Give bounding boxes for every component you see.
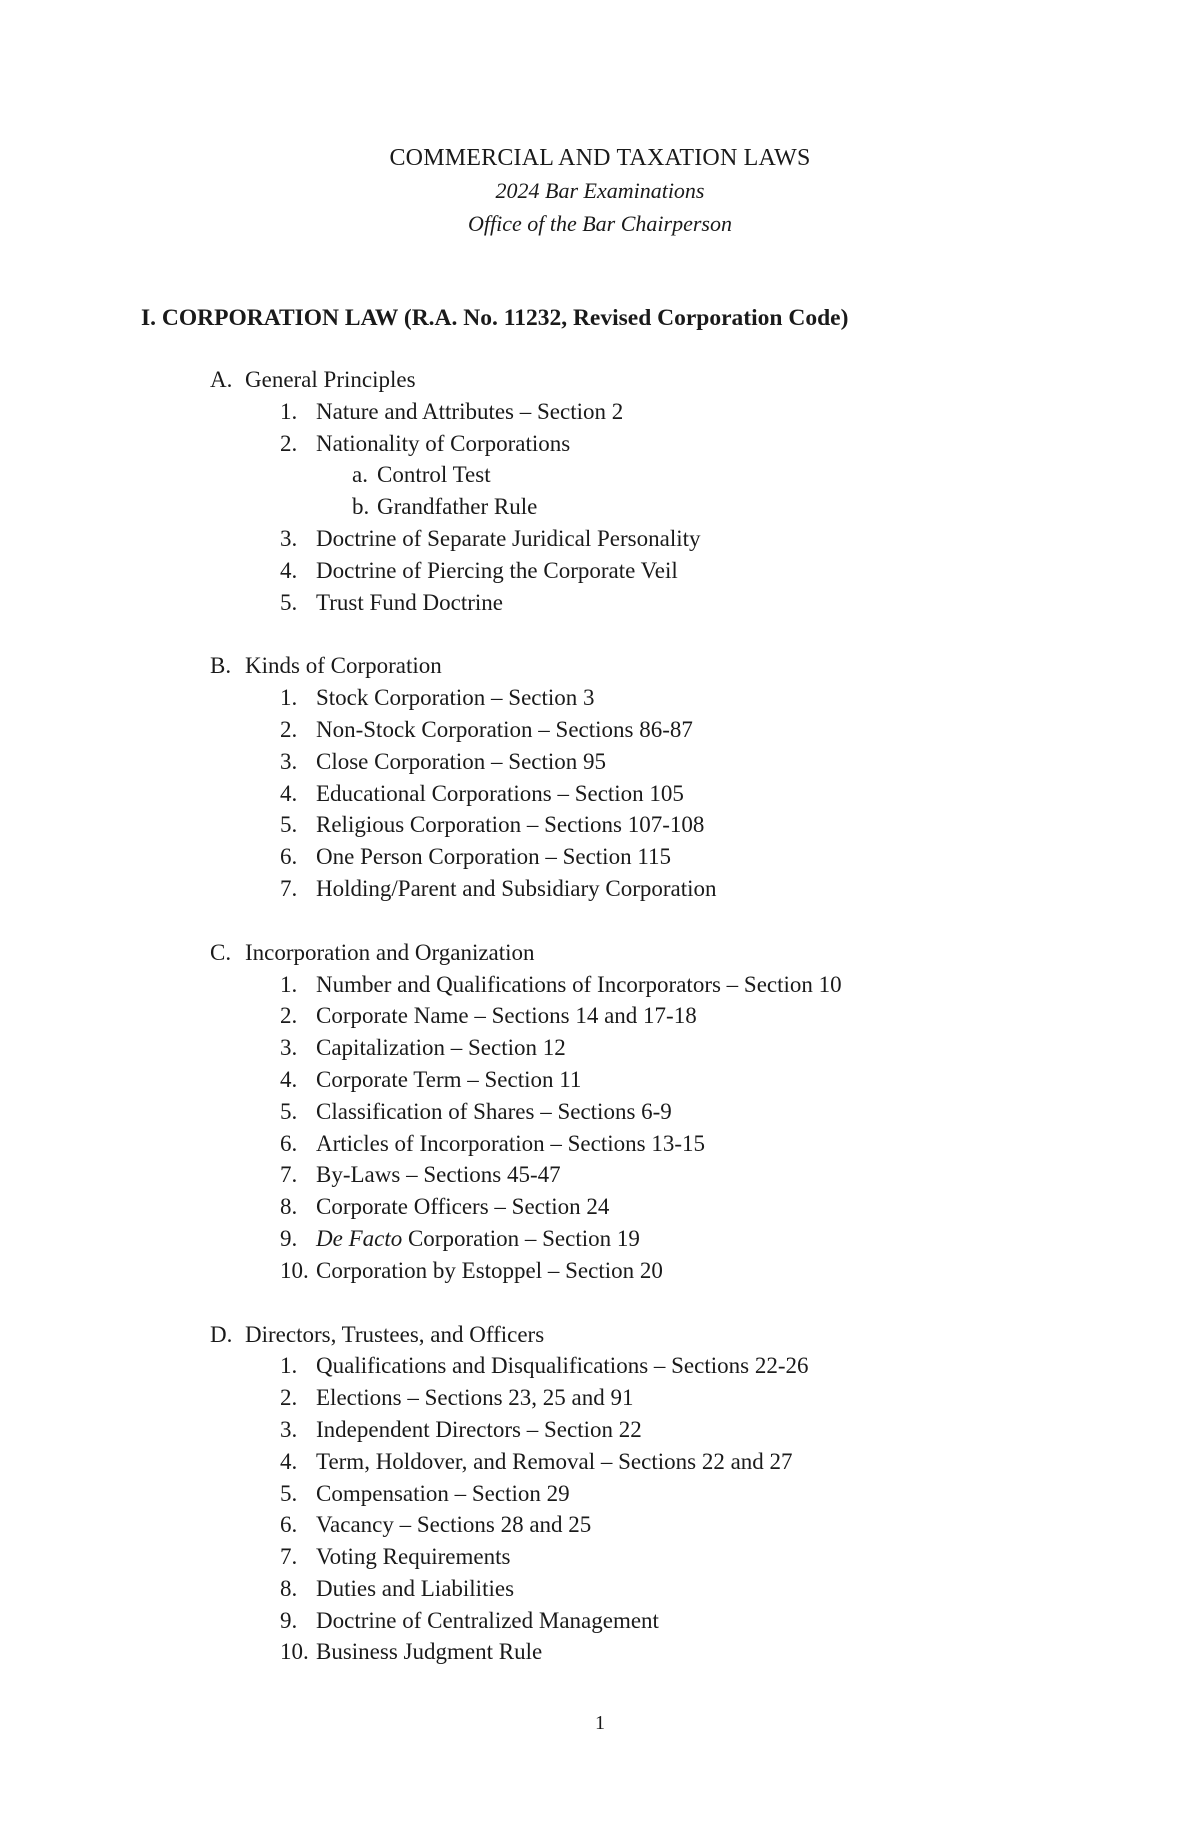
list-item [0,428,1200,460]
item-number: 8. [280,1575,298,1601]
list-item [0,1032,1200,1064]
list-item [0,1414,1200,1446]
item-text: Stock Corporation – Section 3 [316,685,595,711]
list-item [0,1096,1200,1128]
section-letter: B. [210,653,232,679]
item-number: 6. [280,1130,298,1156]
part-heading: I. CORPORATION LAW (R.A. No. 11232, Revised Corporation Code) [141,305,849,331]
list-item [0,1636,1200,1668]
list-item [0,523,1200,555]
list-item [0,873,1200,905]
item-text [316,1223,640,1255]
item-number: 2. [280,430,298,456]
item-number: 3. [280,1416,298,1442]
list-item [0,1509,1200,1541]
item-number: 3. [280,748,298,774]
section-spacer [0,1287,1200,1319]
item-text: Independent Directors – Section 22 [316,1416,642,1442]
item-text: One Person Corporation – Section 115 [316,844,671,870]
list-item [0,746,1200,778]
item-number: 1. [280,398,298,424]
item-number: 4. [280,780,298,806]
item-number: 5. [280,812,298,838]
section-letter: C. [210,939,232,965]
list-item [0,714,1200,746]
item-text: Articles of Incorporation – Sections 13-15 [316,1130,705,1156]
item-number: 4. [280,1448,298,1474]
list-item [0,1255,1200,1287]
page-number: 1 [595,1712,605,1734]
list-item [0,1159,1200,1191]
item-number: 3. [280,1035,298,1061]
list-item [0,1478,1200,1510]
item-text: Elections – Sections 23, 25 and 91 [316,1385,634,1411]
subitem-text: Grandfather Rule [377,494,538,520]
subitem-letter: a. [352,462,368,488]
item-text: Number and Qualifications of Incorporators – Section 10 [316,971,842,997]
section-heading [0,937,1200,969]
item-text: Business Judgment Rule [316,1639,543,1665]
item-number: 1. [280,685,298,711]
item-number: 6. [280,1512,298,1538]
list-item [0,1064,1200,1096]
document-office: Office of the Bar Chairperson [468,211,732,236]
list-item [0,969,1200,1001]
section-title: Incorporation and Organization [245,939,535,965]
italic-term: De Facto [316,1225,403,1251]
section-letter: D. [210,1321,233,1347]
item-text: Vacancy – Sections 28 and 25 [316,1512,592,1538]
item-number: 7. [280,1544,298,1570]
item-number: 10. [280,1257,309,1283]
list-item [0,809,1200,841]
item-number: 4. [280,557,298,583]
document-subtitle: 2024 Bar Examinations [495,178,705,203]
item-text: Duties and Liabilities [316,1575,515,1601]
sub-list-item [0,459,1200,491]
list-item [0,1128,1200,1160]
item-text: Holding/Parent and Subsidiary Corporation [316,875,717,901]
item-number: 3. [280,525,298,551]
item-text: Term, Holdover, and Removal – Sections 22 and 27 [316,1448,793,1474]
item-number: 1. [280,1353,298,1379]
item-text: Close Corporation – Section 95 [316,748,607,774]
item-number: 1. [280,971,298,997]
item-number: 8. [280,1194,298,1220]
item-number: 2. [280,1003,298,1029]
section-title: General Principles [245,367,416,392]
item-text: Educational Corporations – Section 105 [316,780,684,806]
item-text: Corporate Name – Sections 14 and 17-18 [316,1003,697,1029]
item-text: Corporate Term – Section 11 [316,1066,582,1092]
list-item [0,1350,1200,1382]
item-text: Voting Requirements [316,1544,511,1570]
item-text: Qualifications and Disqualifications – Sections 22-26 [316,1353,809,1379]
item-text: Trust Fund Doctrine [316,589,503,615]
list-item [0,1382,1200,1414]
syllabus-outline [0,364,1200,1668]
section-heading [0,364,1200,396]
item-number: 5. [280,1098,298,1124]
item-text: Classification of Shares – Sections 6-9 [316,1098,672,1124]
section-heading [0,650,1200,682]
subitem-letter: b. [352,494,370,520]
item-number: 9. [280,1225,298,1251]
list-item [0,396,1200,428]
item-text: By-Laws – Sections 45-47 [316,1162,561,1188]
item-text: Doctrine of Separate Juridical Personality [316,525,701,551]
item-number: 9. [280,1607,298,1633]
item-text-rest: Corporation – Section 19 [402,1225,640,1251]
list-item [0,1573,1200,1605]
section-spacer [0,618,1200,650]
document-title: COMMERCIAL AND TAXATION LAWS [389,145,811,171]
list-item [0,1223,1200,1255]
list-item [0,1541,1200,1573]
item-number: 4. [280,1066,298,1092]
section-title: Kinds of Corporation [245,653,442,679]
item-text: Corporation by Estoppel – Section 20 [316,1257,663,1283]
subitem-text: Control Test [377,462,491,488]
item-number: 2. [280,716,298,742]
item-text: Nature and Attributes – Section 2 [316,398,624,424]
document-header [0,142,1200,240]
item-number: 10. [280,1639,309,1665]
item-number: 7. [280,875,298,901]
list-item [0,778,1200,810]
item-text: Capitalization – Section 12 [316,1035,566,1061]
item-number: 2. [280,1385,298,1411]
item-number: 5. [280,589,298,615]
section-heading [0,1319,1200,1351]
list-item [0,682,1200,714]
item-text: Corporate Officers – Section 24 [316,1194,610,1220]
list-item [0,1605,1200,1637]
item-text: Non-Stock Corporation – Sections 86-87 [316,716,693,742]
item-text: Doctrine of Piercing the Corporate Veil [316,557,678,583]
sub-list-item [0,491,1200,523]
list-item [0,1000,1200,1032]
list-item [0,841,1200,873]
item-text: Doctrine of Centralized Management [316,1607,659,1633]
item-text: Religious Corporation – Sections 107-108 [316,812,705,838]
section-spacer [0,905,1200,937]
list-item [0,1191,1200,1223]
item-text: Compensation – Section 29 [316,1480,570,1506]
section-letter: A. [210,367,233,392]
section-title: Directors, Trustees, and Officers [245,1321,545,1347]
item-text: Nationality of Corporations [316,430,571,456]
item-number: 7. [280,1162,298,1188]
list-item [0,587,1200,619]
item-number: 6. [280,844,298,870]
item-number: 5. [280,1480,298,1506]
list-item [0,1446,1200,1478]
list-item [0,555,1200,587]
